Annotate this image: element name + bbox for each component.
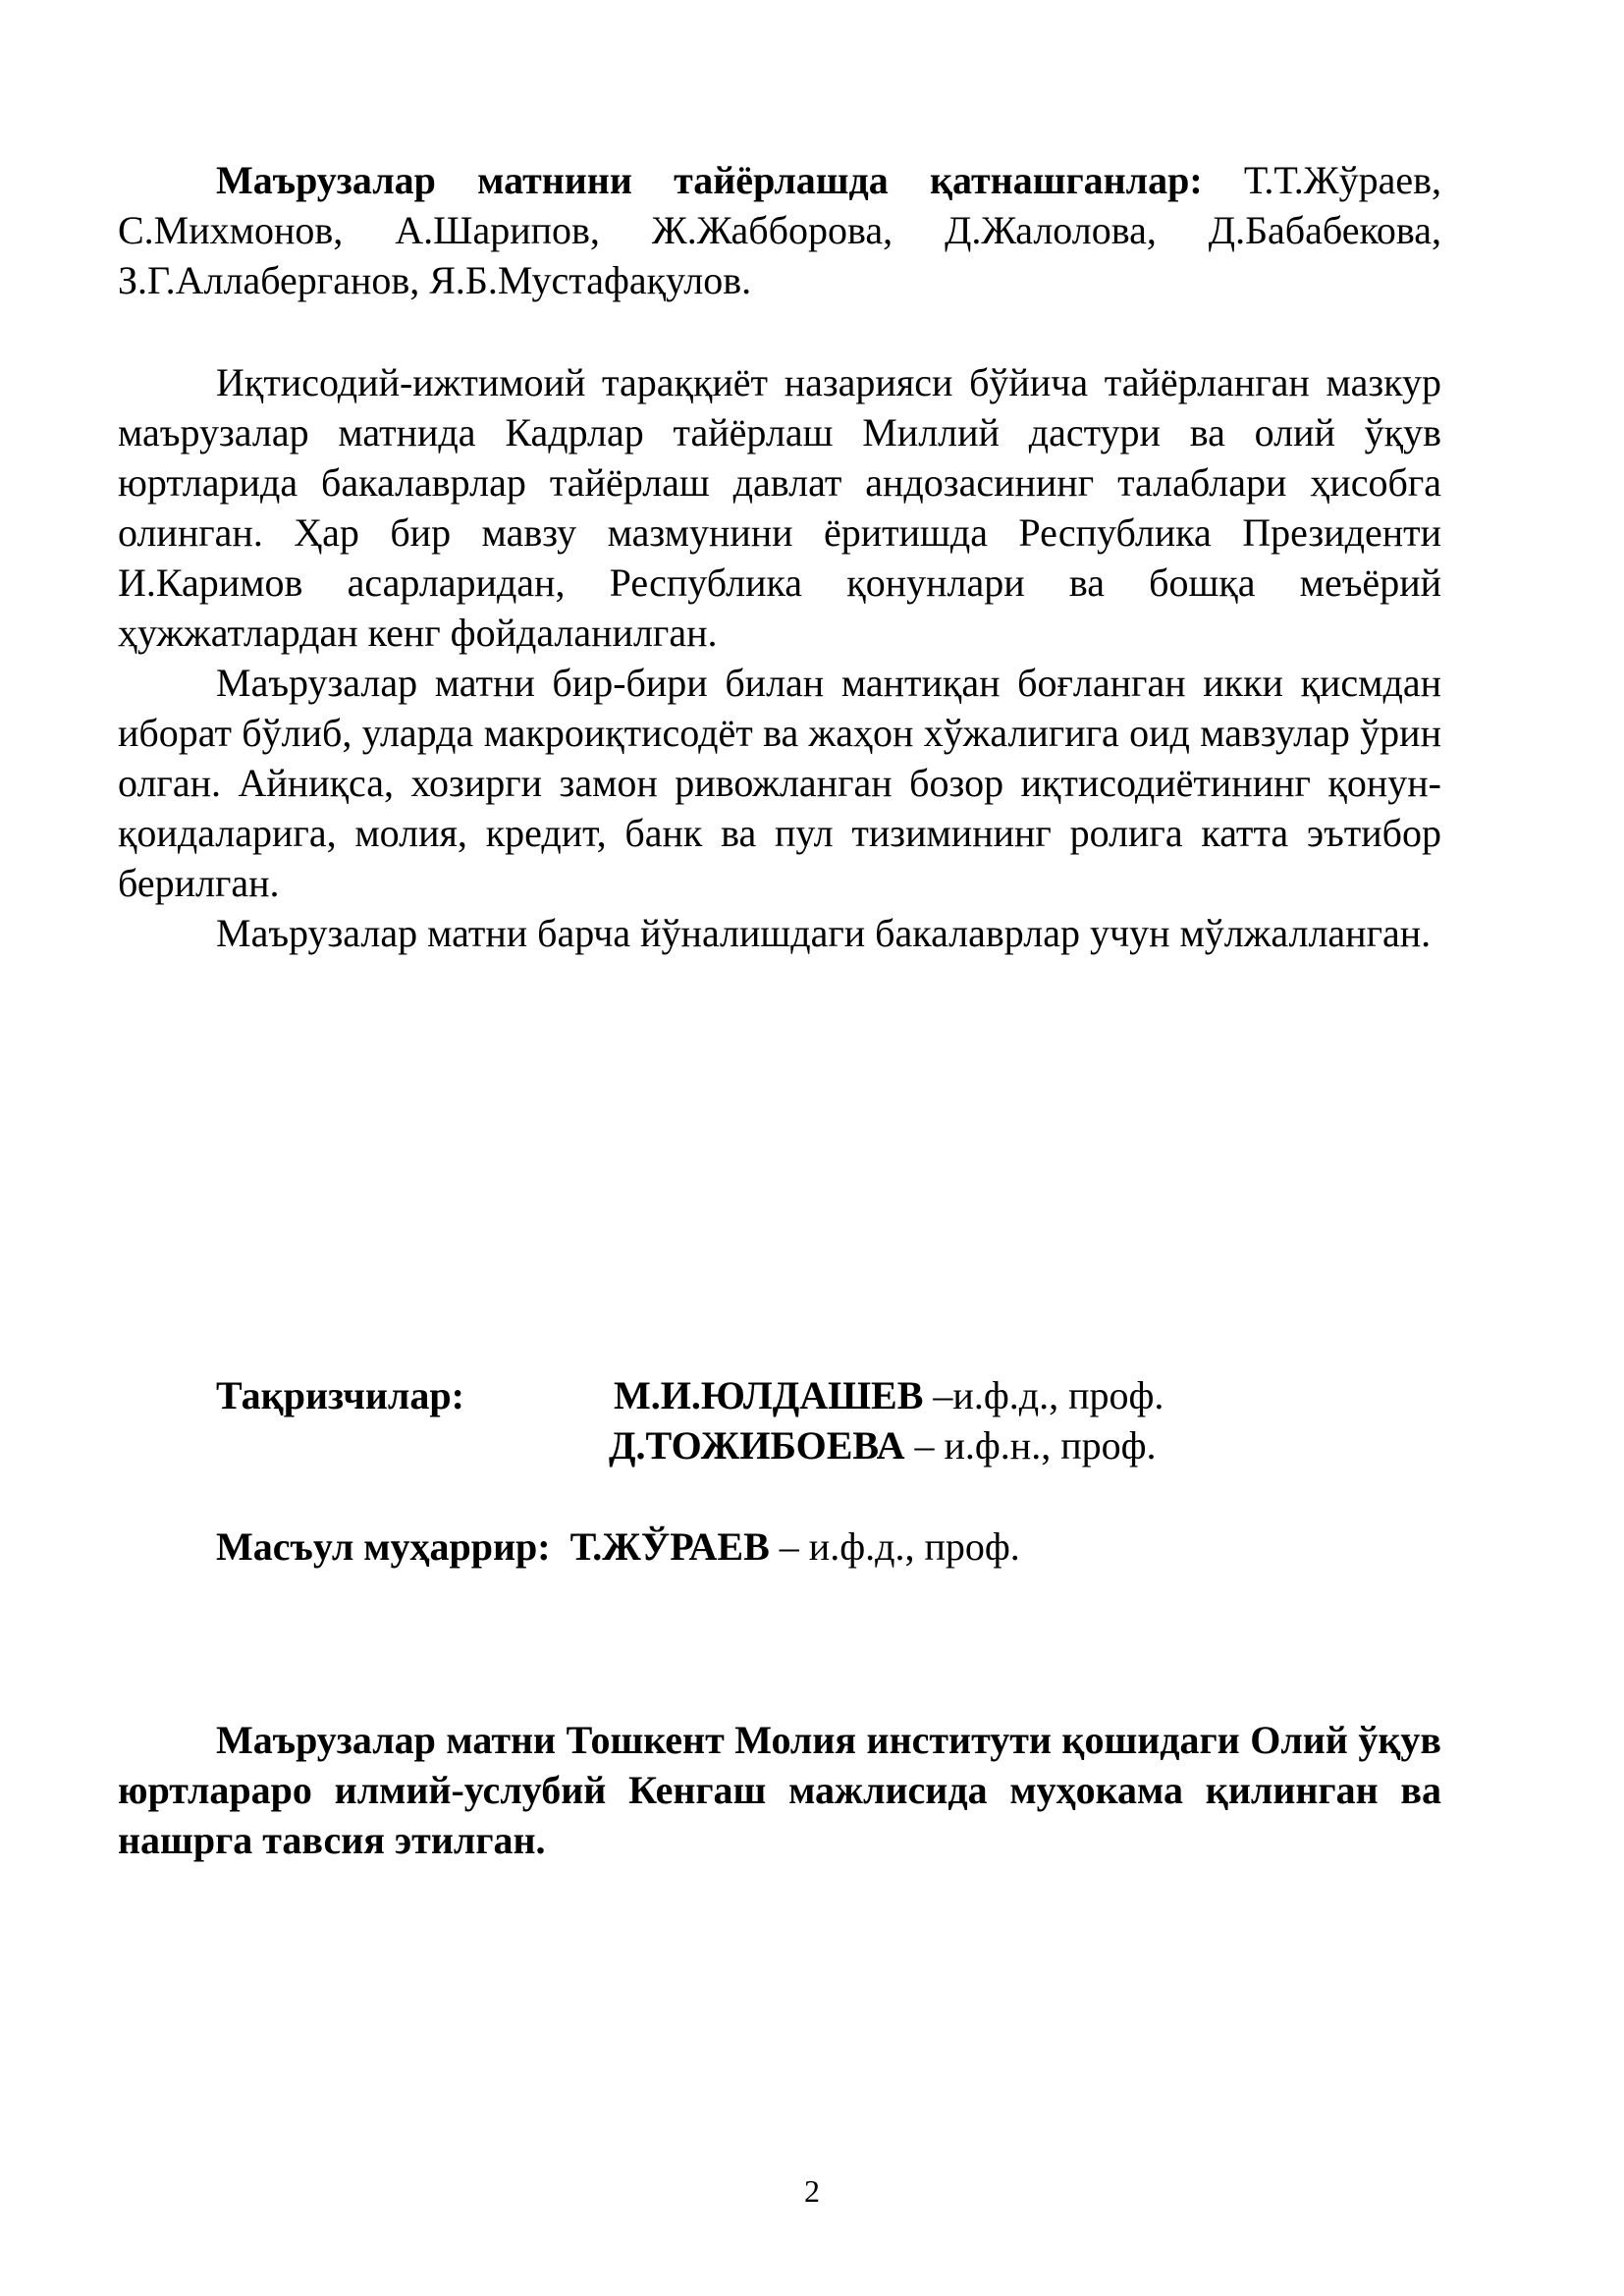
contributors-label: Маърузалар матнини тайёрлашда қатнашганлар: [216,158,1203,202]
editor-title: – и.ф.д., проф. [769,1524,1020,1569]
reviewer-1-name: М.И.ЮЛДАШЕВ [614,1373,924,1417]
reviewers-label: Тақризчилар: [216,1373,464,1417]
reviewer-1 [614,1370,1164,1420]
intro-paragraph-2: Маърузалар матни бир-бири билан мантиқан боғланган икки қисмдан иборат бўлиб, уларда макроиқтисодёт ва жаҳон хўжалигига оид мавзулар ўрин олган. Айниқса, хозирги замон ривожланган бозор иқтисодиётининг қонун-қоидаларига, молия, кредит, банк ва пул тизимининг ролига катта эътибор берилган. [118,661,1441,905]
editor-name: Т.ЖЎРАЕВ [569,1524,770,1569]
editor-label: Масъул муҳаррир: [216,1524,551,1569]
reviewer-2-title: – и.ф.н., проф. [904,1423,1157,1468]
editor-line [216,1522,1020,1572]
reviewer-1-title: –и.ф.д., проф. [923,1373,1164,1417]
approval-paragraph: Маърузалар матни Тошкент Молия институти қошидаги Олий ўқув юртлараро илмий-услубий Кенгаш мажлисида муҳокама қилинган ва нашрга тавсия этилган. [118,1718,1441,1862]
contributors-paragraph [118,155,1441,305]
contributors-block [118,155,1441,305]
intro-paragraph-1: Иқтисодий-ижтимоий тараққиёт назарияси бўйича тайёрланган мазкур маърузалар матнида Кадрлар тайёрлаш Миллий дастури ва олий ўқув юртларида бакалаврлар тайёрлаш давлат андозасининг талаблари ҳисобга олинган. Ҳар бир мавзу мазмунини ёритишда Республика Президенти И.Каримов асарларидан, Республика қонунлари ва бошқа меъёрий ҳужжатлардан кенг фойдаланилган. [118,360,1441,655]
approval-block [118,1715,1441,1865]
intro-block [118,357,1441,958]
contributors-names: Т.Т.Жўраев, С.Михмонов, А.Шарипов, Ж.Жабборова, Д.Жалолова, Д.Бабабекова, З.Г.Аллаберганов, Я.Б.Мустафақулов. [118,158,1442,302]
intro-paragraph-3: Маърузалар матни барча йўналишдаги бакалаврлар учун мўлжалланган. [216,911,1432,955]
reviewer-2 [609,1420,1157,1470]
page-number: 2 [804,2173,820,2209]
reviewer-2-name: Д.ТОЖИБОЕВА [609,1423,905,1468]
